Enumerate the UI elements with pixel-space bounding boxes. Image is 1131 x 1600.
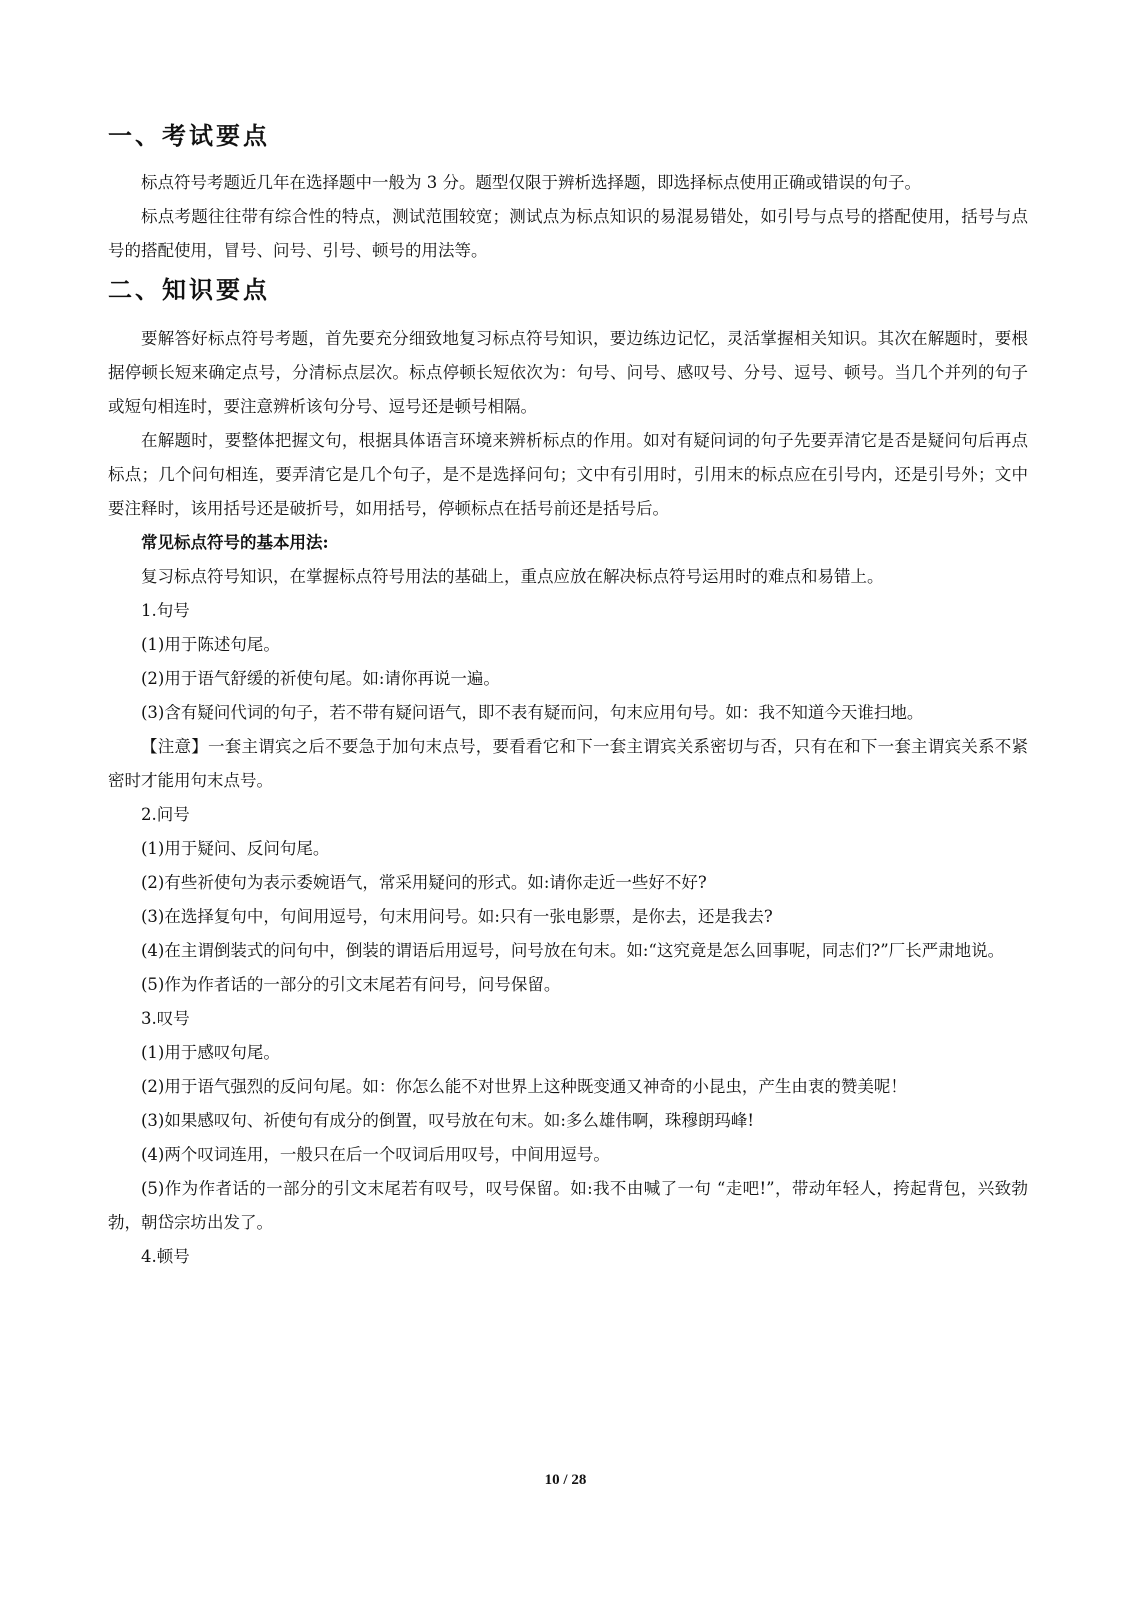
list-item: (2)用于语气强烈的反问句尾。如：你怎么能不对世界上这种既变通又神奇的小昆虫，产生由衷的赞美呢！ bbox=[141, 1077, 907, 1096]
page-number: 10 / 28 bbox=[544, 1472, 587, 1488]
list-item: 2.问号 bbox=[141, 805, 190, 824]
list-item: (4)两个叹词连用，一般只在后一个叹词后用叹号，中间用逗号。 bbox=[141, 1145, 610, 1164]
subheading-basic-usage: 常见标点符号的基本用法: bbox=[141, 533, 329, 552]
paragraph: 标点考题往往带有综合性的特点，测试范围较宽；测试点为标点知识的易混易错处，如引号与点号的搭配使用，括号与点号的搭配使用，冒号、问号、引号、顿号的用法等。 bbox=[108, 207, 1028, 260]
section-heading-exam-points: 一、考试要点 bbox=[108, 122, 270, 150]
paragraph: 在解题时，要整体把握文句，根据具体语言环境来辨析标点的作用。如对有疑问词的句子先要弄清它是否是疑问句后再点标点；几个问句相连，要弄清它是几个句子，是不是选择问句；文中有引用时，引用末的标点应在引号内，还是引号外；文中要注释时，该用括号还是破折号，如用括号，停顿标点在括号前还是括号后。 bbox=[108, 431, 1028, 518]
list-item: (1)用于陈述句尾。 bbox=[141, 635, 280, 654]
list-item: 1.句号 bbox=[141, 601, 190, 620]
list-item: (3)在选择复句中，句间用逗号，句末用问号。如:只有一张电影票，是你去，还是我去? bbox=[141, 907, 773, 926]
list-item: (4)在主谓倒装式的问句中，倒装的谓语后用逗号，问号放在句末。如:“这究竟是怎么回事呢，同志们?”厂长严肃地说。 bbox=[141, 941, 1005, 960]
paragraph: 标点符号考题近几年在选择题中一般为 3 分。题型仅限于辨析选择题，即选择标点使用正确或错误的句子。 bbox=[141, 173, 921, 192]
note-paragraph: 【注意】一套主谓宾之后不要急于加句末点号，要看看它和下一套主谓宾关系密切与否，只有在和下一套主谓宾关系不紧密时才能用句末点号。 bbox=[108, 737, 1028, 790]
list-item: (1)用于疑问、反问句尾。 bbox=[141, 839, 330, 858]
list-item: (2)有些祈使句为表示委婉语气，常采用疑问的形式。如:请你走近一些好不好? bbox=[141, 873, 707, 892]
document-page bbox=[108, 118, 1028, 1274]
list-item: (3)如果感叹句、祈使句有成分的倒置，叹号放在句末。如:多么雄伟啊，珠穆朗玛峰! bbox=[141, 1111, 755, 1130]
list-item: (5)作为作者话的一部分的引文末尾若有问号，问号保留。 bbox=[141, 975, 561, 994]
list-item: (2)用于语气舒缓的祈使句尾。如:请你再说一遍。 bbox=[141, 669, 500, 688]
list-item: (3)含有疑问代词的句子，若不带有疑问语气，即不表有疑而问，句末应用句号。如：我不知道今天谁扫地。 bbox=[141, 703, 924, 722]
intro-paragraph: 复习标点符号知识，在掌握标点符号用法的基础上，重点应放在解决标点符号运用时的难点和易错上。 bbox=[141, 567, 884, 586]
list-item: 3.叹号 bbox=[141, 1009, 190, 1028]
list-item: (5)作为作者话的一部分的引文末尾若有叹号，叹号保留。如:我不由喊了一句 “走吧!”，带动年轻人，挎起背包，兴致勃勃，朝岱宗坊出发了。 bbox=[108, 1179, 1028, 1232]
paragraph: 要解答好标点符号考题，首先要充分细致地复习标点符号知识，要边练边记忆，灵活掌握相关知识。其次在解题时，要根据停顿长短来确定点号，分清标点层次。标点停顿长短依次为：句号、问号、感叹号、分号、逗号、顿号。当几个并列的句子或短句相连时，要注意辨析该句分号、逗号还是顿号相隔。 bbox=[108, 329, 1028, 416]
section-heading-knowledge-points: 二、知识要点 bbox=[108, 276, 270, 304]
list-item: (1)用于感叹句尾。 bbox=[141, 1043, 280, 1062]
list-item: 4.顿号 bbox=[141, 1247, 190, 1266]
